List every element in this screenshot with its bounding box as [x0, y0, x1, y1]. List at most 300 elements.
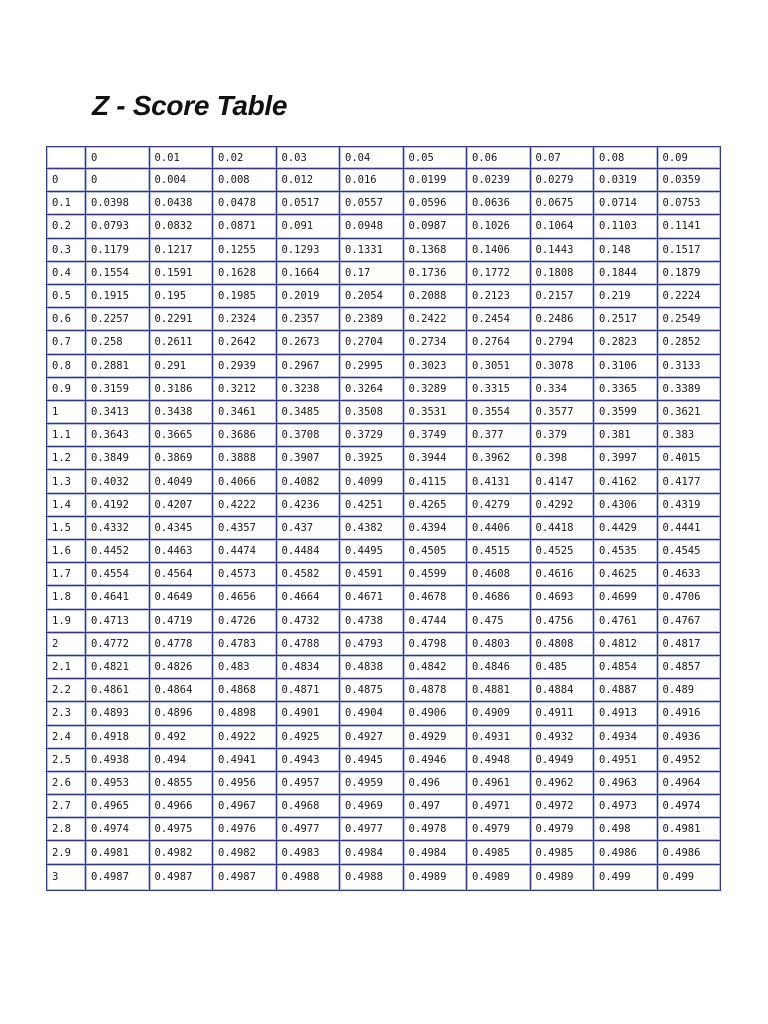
- probability-cell: 0.3461: [213, 400, 277, 423]
- probability-cell: 0.499: [657, 864, 721, 890]
- probability-cell: 0.258: [86, 331, 150, 354]
- probability-cell: 0.1368: [403, 238, 467, 261]
- probability-cell: 0.4834: [276, 655, 340, 678]
- column-header-cell: 0.01: [149, 147, 213, 169]
- probability-cell: 0.4911: [530, 702, 594, 725]
- probability-cell: 0.485: [530, 655, 594, 678]
- z-value-cell: 0: [47, 169, 86, 192]
- probability-cell: 0.4382: [340, 516, 404, 539]
- probability-cell: 0.4966: [149, 795, 213, 818]
- probability-cell: 0.398: [530, 447, 594, 470]
- probability-cell: 0.4909: [467, 702, 531, 725]
- z-value-cell: 2.8: [47, 818, 86, 841]
- probability-cell: 0.2642: [213, 331, 277, 354]
- probability-cell: 0.2967: [276, 354, 340, 377]
- probability-cell: 0.3106: [594, 354, 658, 377]
- probability-cell: 0.4394: [403, 516, 467, 539]
- probability-cell: 0.4292: [530, 493, 594, 516]
- probability-cell: 0.0714: [594, 192, 658, 215]
- probability-cell: 0.4545: [657, 540, 721, 563]
- probability-cell: 0.499: [594, 864, 658, 890]
- table-row: [47, 655, 721, 678]
- probability-cell: 0.4929: [403, 725, 467, 748]
- z-value-cell: 0.9: [47, 377, 86, 400]
- probability-cell: 0.0239: [467, 169, 531, 192]
- probability-cell: 0.4625: [594, 563, 658, 586]
- probability-cell: 0.4767: [657, 609, 721, 632]
- probability-cell: 0.4678: [403, 586, 467, 609]
- column-header-cell: 0.07: [530, 147, 594, 169]
- probability-cell: 0.2324: [213, 308, 277, 331]
- z-value-cell: 1.5: [47, 516, 86, 539]
- probability-cell: 0.0557: [340, 192, 404, 215]
- probability-cell: 0.4898: [213, 702, 277, 725]
- probability-cell: 0.4896: [149, 702, 213, 725]
- probability-cell: 0.3023: [403, 354, 467, 377]
- probability-cell: 0.4162: [594, 470, 658, 493]
- probability-cell: 0.0319: [594, 169, 658, 192]
- probability-cell: 0.4981: [86, 841, 150, 864]
- probability-cell: 0.4906: [403, 702, 467, 725]
- probability-cell: 0.2794: [530, 331, 594, 354]
- probability-cell: 0.4965: [86, 795, 150, 818]
- probability-cell: 0.4949: [530, 748, 594, 771]
- probability-cell: 0.4554: [86, 563, 150, 586]
- probability-cell: 0.4884: [530, 679, 594, 702]
- probability-cell: 0.4855: [149, 771, 213, 794]
- probability-cell: 0.0517: [276, 192, 340, 215]
- z-value-cell: 0.4: [47, 261, 86, 284]
- probability-cell: 0.4177: [657, 470, 721, 493]
- probability-cell: 0.2734: [403, 331, 467, 354]
- probability-cell: 0.497: [403, 795, 467, 818]
- probability-cell: 0.4982: [213, 841, 277, 864]
- table-row: [47, 215, 721, 238]
- probability-cell: 0.0675: [530, 192, 594, 215]
- probability-cell: 0.4974: [657, 795, 721, 818]
- table-row: [47, 609, 721, 632]
- probability-cell: 0.3238: [276, 377, 340, 400]
- probability-cell: 0.437: [276, 516, 340, 539]
- probability-cell: 0.4979: [530, 818, 594, 841]
- page-title: Z - Score Table: [92, 90, 288, 121]
- z-value-cell: 0.3: [47, 238, 86, 261]
- probability-cell: 0.4976: [213, 818, 277, 841]
- probability-cell: 0.4953: [86, 771, 150, 794]
- probability-cell: 0.2257: [86, 308, 150, 331]
- probability-cell: 0.2852: [657, 331, 721, 354]
- probability-cell: 0.4649: [149, 586, 213, 609]
- probability-cell: 0.383: [657, 424, 721, 447]
- probability-cell: 0.4761: [594, 609, 658, 632]
- z-value-cell: 1: [47, 400, 86, 423]
- probability-cell: 0.4699: [594, 586, 658, 609]
- probability-cell: 0.3413: [86, 400, 150, 423]
- probability-cell: 0.4441: [657, 516, 721, 539]
- z-value-cell: 1.2: [47, 447, 86, 470]
- probability-cell: 0.3389: [657, 377, 721, 400]
- z-value-cell: 1.8: [47, 586, 86, 609]
- probability-cell: 0.4484: [276, 540, 340, 563]
- probability-cell: 0.4115: [403, 470, 467, 493]
- header-corner-cell: [47, 147, 86, 169]
- probability-cell: 0.0398: [86, 192, 150, 215]
- probability-cell: 0.4591: [340, 563, 404, 586]
- probability-cell: 0.492: [149, 725, 213, 748]
- probability-cell: 0.2517: [594, 308, 658, 331]
- z-value-cell: 0.6: [47, 308, 86, 331]
- probability-cell: 0.489: [657, 679, 721, 702]
- z-value-cell: 0.8: [47, 354, 86, 377]
- probability-cell: 0.291: [149, 354, 213, 377]
- probability-cell: 0.2823: [594, 331, 658, 354]
- z-value-cell: 2.5: [47, 748, 86, 771]
- probability-cell: 0.016: [340, 169, 404, 192]
- probability-cell: 0.4943: [276, 748, 340, 771]
- probability-cell: 0.4871: [276, 679, 340, 702]
- probability-cell: 0.0199: [403, 169, 467, 192]
- probability-cell: 0.4726: [213, 609, 277, 632]
- probability-cell: 0.4535: [594, 540, 658, 563]
- probability-cell: 0.4985: [530, 841, 594, 864]
- table-row: [47, 331, 721, 354]
- table-row: [47, 354, 721, 377]
- probability-cell: 0.3438: [149, 400, 213, 423]
- z-value-cell: 1.1: [47, 424, 86, 447]
- probability-cell: 0.1443: [530, 238, 594, 261]
- column-header-cell: 0.06: [467, 147, 531, 169]
- column-header-cell: 0.02: [213, 147, 277, 169]
- probability-cell: 0.4861: [86, 679, 150, 702]
- probability-cell: 0.4983: [276, 841, 340, 864]
- probability-cell: 0.1517: [657, 238, 721, 261]
- table-row: [47, 377, 721, 400]
- probability-cell: 0.1179: [86, 238, 150, 261]
- probability-cell: 0.0793: [86, 215, 150, 238]
- probability-cell: 0.4429: [594, 516, 658, 539]
- probability-cell: 0.0636: [467, 192, 531, 215]
- probability-cell: 0.0948: [340, 215, 404, 238]
- probability-cell: 0.4857: [657, 655, 721, 678]
- probability-cell: 0.1915: [86, 284, 150, 307]
- table-row: [47, 679, 721, 702]
- probability-cell: 0.2611: [149, 331, 213, 354]
- probability-cell: 0.4826: [149, 655, 213, 678]
- probability-cell: 0.1406: [467, 238, 531, 261]
- table-row: [47, 516, 721, 539]
- table-row: [47, 192, 721, 215]
- probability-cell: 0.4925: [276, 725, 340, 748]
- z-value-cell: 1.3: [47, 470, 86, 493]
- table-row: [47, 308, 721, 331]
- z-value-cell: 2.2: [47, 679, 86, 702]
- table-row: [47, 748, 721, 771]
- probability-cell: 0.4147: [530, 470, 594, 493]
- table-row: [47, 841, 721, 864]
- probability-cell: 0.1772: [467, 261, 531, 284]
- probability-cell: 0.4982: [149, 841, 213, 864]
- probability-cell: 0.4664: [276, 586, 340, 609]
- probability-cell: 0.4881: [467, 679, 531, 702]
- probability-cell: 0.4971: [467, 795, 531, 818]
- probability-cell: 0.4357: [213, 516, 277, 539]
- probability-cell: 0.4345: [149, 516, 213, 539]
- probability-cell: 0.4032: [86, 470, 150, 493]
- probability-cell: 0.1554: [86, 261, 150, 284]
- probability-cell: 0.4936: [657, 725, 721, 748]
- probability-cell: 0.4319: [657, 493, 721, 516]
- probability-cell: 0.2486: [530, 308, 594, 331]
- z-value-cell: 0.2: [47, 215, 86, 238]
- probability-cell: 0.4887: [594, 679, 658, 702]
- table-row: [47, 771, 721, 794]
- probability-cell: 0.3665: [149, 424, 213, 447]
- probability-cell: 0.2291: [149, 308, 213, 331]
- probability-cell: 0.4846: [467, 655, 531, 678]
- probability-cell: 0.4582: [276, 563, 340, 586]
- z-value-cell: 2.1: [47, 655, 86, 678]
- probability-cell: 0.4641: [86, 586, 150, 609]
- probability-cell: 0.1879: [657, 261, 721, 284]
- table-row: [47, 238, 721, 261]
- probability-cell: 0.3888: [213, 447, 277, 470]
- probability-cell: 0.4918: [86, 725, 150, 748]
- probability-cell: 0.4279: [467, 493, 531, 516]
- probability-cell: 0.4916: [657, 702, 721, 725]
- probability-cell: 0.4783: [213, 632, 277, 655]
- probability-cell: 0.4842: [403, 655, 467, 678]
- probability-cell: 0.4893: [86, 702, 150, 725]
- probability-cell: 0.4222: [213, 493, 277, 516]
- header-row: [47, 147, 721, 169]
- probability-cell: 0.4573: [213, 563, 277, 586]
- probability-cell: 0.4306: [594, 493, 658, 516]
- z-value-cell: 3: [47, 864, 86, 890]
- probability-cell: 0.4967: [213, 795, 277, 818]
- probability-cell: 0.4964: [657, 771, 721, 794]
- probability-cell: 0.3212: [213, 377, 277, 400]
- probability-cell: 0.3365: [594, 377, 658, 400]
- z-value-cell: 1.7: [47, 563, 86, 586]
- probability-cell: 0.4927: [340, 725, 404, 748]
- probability-cell: 0.2881: [86, 354, 150, 377]
- table-row: [47, 795, 721, 818]
- probability-cell: 0.4972: [530, 795, 594, 818]
- probability-cell: 0.0753: [657, 192, 721, 215]
- probability-cell: 0.4236: [276, 493, 340, 516]
- probability-cell: 0.4599: [403, 563, 467, 586]
- probability-cell: 0.3621: [657, 400, 721, 423]
- probability-cell: 0.0438: [149, 192, 213, 215]
- column-header-cell: 0.09: [657, 147, 721, 169]
- probability-cell: 0.2995: [340, 354, 404, 377]
- z-value-cell: 2: [47, 632, 86, 655]
- probability-cell: 0.2157: [530, 284, 594, 307]
- table-row: [47, 563, 721, 586]
- probability-cell: 0.2673: [276, 331, 340, 354]
- probability-cell: 0.3051: [467, 354, 531, 377]
- probability-cell: 0.4812: [594, 632, 658, 655]
- probability-cell: 0.2939: [213, 354, 277, 377]
- probability-cell: 0.4207: [149, 493, 213, 516]
- probability-cell: 0.4821: [86, 655, 150, 678]
- table-row: [47, 818, 721, 841]
- table-row: [47, 447, 721, 470]
- probability-cell: 0.4719: [149, 609, 213, 632]
- probability-cell: 0.4984: [403, 841, 467, 864]
- probability-cell: 0.4406: [467, 516, 531, 539]
- probability-cell: 0.4713: [86, 609, 150, 632]
- probability-cell: 0.4265: [403, 493, 467, 516]
- probability-cell: 0.2704: [340, 331, 404, 354]
- probability-cell: 0.3849: [86, 447, 150, 470]
- probability-cell: 0.2549: [657, 308, 721, 331]
- table-row: [47, 725, 721, 748]
- probability-cell: 0.2454: [467, 308, 531, 331]
- probability-cell: 0.1255: [213, 238, 277, 261]
- probability-cell: 0.0279: [530, 169, 594, 192]
- probability-cell: 0.4066: [213, 470, 277, 493]
- probability-cell: 0.4989: [403, 864, 467, 890]
- probability-cell: 0.4192: [86, 493, 150, 516]
- probability-cell: 0.3078: [530, 354, 594, 377]
- probability-cell: 0.1064: [530, 215, 594, 238]
- probability-cell: 0.2764: [467, 331, 531, 354]
- table-row: [47, 400, 721, 423]
- probability-cell: 0.4564: [149, 563, 213, 586]
- probability-cell: 0.004: [149, 169, 213, 192]
- table-row: [47, 470, 721, 493]
- probability-cell: 0.3554: [467, 400, 531, 423]
- probability-cell: 0.4732: [276, 609, 340, 632]
- probability-cell: 0.4952: [657, 748, 721, 771]
- probability-cell: 0.3749: [403, 424, 467, 447]
- z-value-cell: 0.1: [47, 192, 86, 215]
- probability-cell: 0.0871: [213, 215, 277, 238]
- probability-cell: 0.4854: [594, 655, 658, 678]
- probability-cell: 0.4979: [467, 818, 531, 841]
- probability-cell: 0.1293: [276, 238, 340, 261]
- probability-cell: 0.4693: [530, 586, 594, 609]
- probability-cell: 0.4608: [467, 563, 531, 586]
- probability-cell: 0.012: [276, 169, 340, 192]
- probability-cell: 0.4616: [530, 563, 594, 586]
- probability-cell: 0.4656: [213, 586, 277, 609]
- probability-cell: 0.4946: [403, 748, 467, 771]
- probability-cell: 0.4975: [149, 818, 213, 841]
- probability-cell: 0.4938: [86, 748, 150, 771]
- z-value-cell: 2.7: [47, 795, 86, 818]
- table-row: [47, 540, 721, 563]
- probability-cell: 0.4868: [213, 679, 277, 702]
- probability-cell: 0.4922: [213, 725, 277, 748]
- column-header-cell: 0.08: [594, 147, 658, 169]
- z-value-cell: 0.7: [47, 331, 86, 354]
- probability-cell: 0.2389: [340, 308, 404, 331]
- probability-cell: 0.4803: [467, 632, 531, 655]
- probability-cell: 0.1808: [530, 261, 594, 284]
- probability-cell: 0.3508: [340, 400, 404, 423]
- z-value-cell: 1.4: [47, 493, 86, 516]
- z-value-cell: 1.9: [47, 609, 86, 632]
- probability-cell: 0.3925: [340, 447, 404, 470]
- probability-cell: 0: [86, 169, 150, 192]
- probability-cell: 0.3531: [403, 400, 467, 423]
- probability-cell: 0.4515: [467, 540, 531, 563]
- column-header-cell: 0: [86, 147, 150, 169]
- probability-cell: 0.1664: [276, 261, 340, 284]
- probability-cell: 0.4977: [276, 818, 340, 841]
- probability-cell: 0.483: [213, 655, 277, 678]
- z-value-cell: 1.6: [47, 540, 86, 563]
- probability-cell: 0.4988: [276, 864, 340, 890]
- probability-cell: 0.4864: [149, 679, 213, 702]
- probability-cell: 0.4961: [467, 771, 531, 794]
- probability-cell: 0.2019: [276, 284, 340, 307]
- probability-cell: 0.494: [149, 748, 213, 771]
- probability-cell: 0.3944: [403, 447, 467, 470]
- probability-cell: 0.3186: [149, 377, 213, 400]
- probability-cell: 0.4251: [340, 493, 404, 516]
- probability-cell: 0.4686: [467, 586, 531, 609]
- column-header-cell: 0.04: [340, 147, 404, 169]
- probability-cell: 0.4671: [340, 586, 404, 609]
- probability-cell: 0.0987: [403, 215, 467, 238]
- probability-cell: 0.4633: [657, 563, 721, 586]
- probability-cell: 0.3485: [276, 400, 340, 423]
- probability-cell: 0.4817: [657, 632, 721, 655]
- probability-cell: 0.4082: [276, 470, 340, 493]
- probability-cell: 0.4934: [594, 725, 658, 748]
- probability-cell: 0.2123: [467, 284, 531, 307]
- probability-cell: 0.4969: [340, 795, 404, 818]
- probability-cell: 0.4778: [149, 632, 213, 655]
- probability-cell: 0.4418: [530, 516, 594, 539]
- table-header: [47, 147, 721, 169]
- probability-cell: 0.4959: [340, 771, 404, 794]
- probability-cell: 0.4977: [340, 818, 404, 841]
- probability-cell: 0.1141: [657, 215, 721, 238]
- probability-cell: 0.3289: [403, 377, 467, 400]
- probability-cell: 0.1026: [467, 215, 531, 238]
- table-row: [47, 493, 721, 516]
- probability-cell: 0.3577: [530, 400, 594, 423]
- probability-cell: 0.4986: [594, 841, 658, 864]
- probability-cell: 0.3599: [594, 400, 658, 423]
- probability-cell: 0.379: [530, 424, 594, 447]
- probability-cell: 0.0596: [403, 192, 467, 215]
- probability-cell: 0.3997: [594, 447, 658, 470]
- probability-cell: 0.2054: [340, 284, 404, 307]
- probability-cell: 0.4495: [340, 540, 404, 563]
- probability-cell: 0.496: [403, 771, 467, 794]
- z-value-cell: 0.5: [47, 284, 86, 307]
- table-row: [47, 261, 721, 284]
- probability-cell: 0.4974: [86, 818, 150, 841]
- probability-cell: 0.498: [594, 818, 658, 841]
- probability-cell: 0.1736: [403, 261, 467, 284]
- probability-cell: 0.4989: [467, 864, 531, 890]
- probability-cell: 0.3708: [276, 424, 340, 447]
- probability-cell: 0.3962: [467, 447, 531, 470]
- probability-cell: 0.4987: [213, 864, 277, 890]
- probability-cell: 0.4452: [86, 540, 150, 563]
- probability-cell: 0.0832: [149, 215, 213, 238]
- table-row: [47, 632, 721, 655]
- probability-cell: 0.4474: [213, 540, 277, 563]
- probability-cell: 0.3729: [340, 424, 404, 447]
- z-score-table: [46, 146, 721, 891]
